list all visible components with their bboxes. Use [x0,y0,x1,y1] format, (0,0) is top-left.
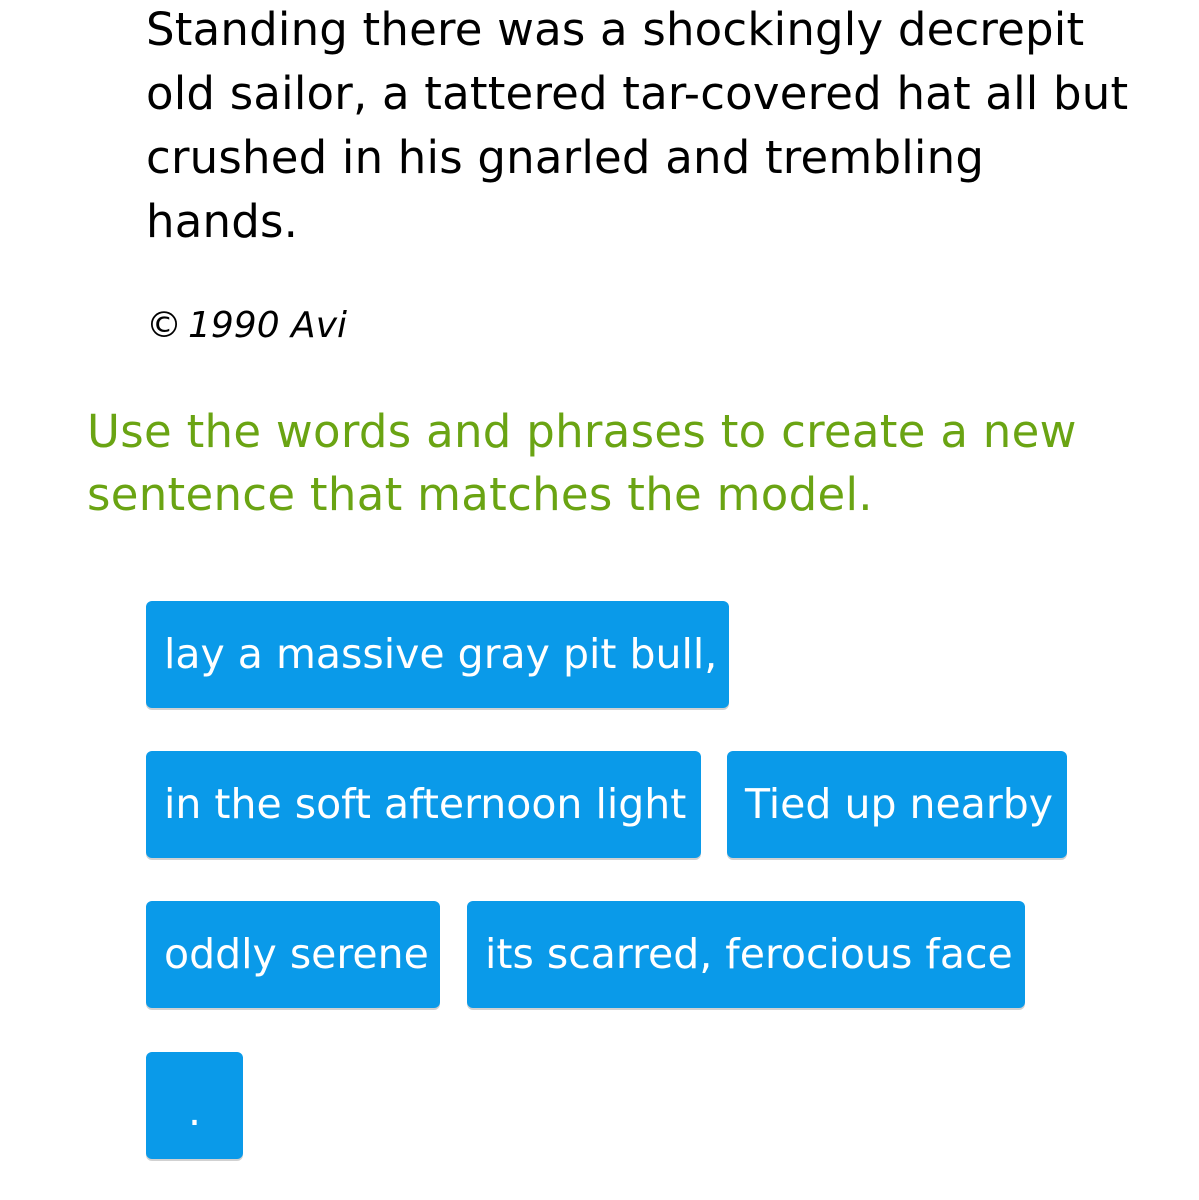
citation-author: 1990 Avi [188,305,347,346]
word-tile-in-the-soft-afternoon-light[interactable]: in the soft afternoon light [146,751,701,858]
copyright-symbol: © [146,305,182,346]
word-tile-tied-up-nearby[interactable]: Tied up nearby [727,751,1067,858]
word-tile-period[interactable]: . [146,1052,243,1159]
model-sentence: Standing there was a shockingly decrepit old sailor, a tattered tar-covered hat all but crushed in his gnarled and trembling hands. [146,3,1129,248]
word-tile-lay-a-massive-gray-pit-bull[interactable]: lay a massive gray pit bull, [146,601,729,708]
word-tile-oddly-serene[interactable]: oddly serene [146,901,440,1008]
instruction-text: Use the words and phrases to create a new sentence that matches the model. [87,405,1077,521]
word-tile-its-scarred-ferocious-face[interactable]: its scarred, ferocious face [467,901,1025,1008]
citation [146,303,347,349]
